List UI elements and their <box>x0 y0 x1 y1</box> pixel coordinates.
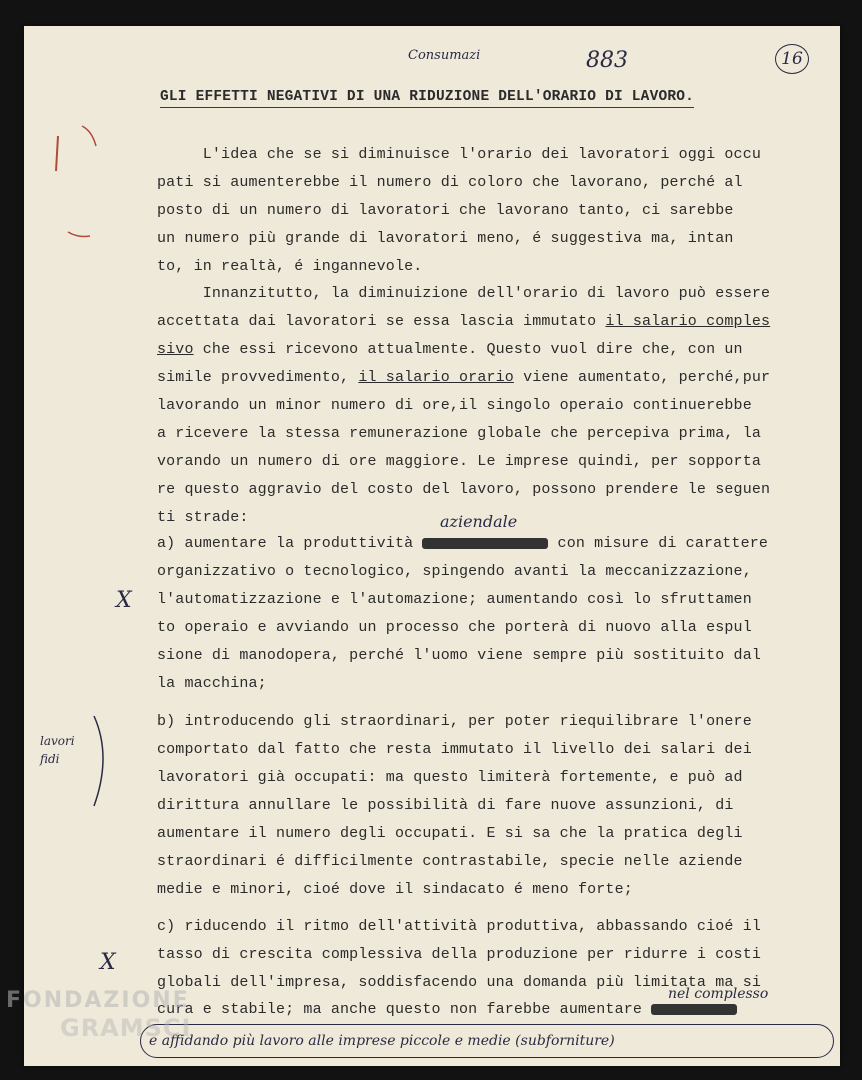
margin-x-c: X <box>100 950 116 975</box>
text-line: comportato dal fatto che resta immutato il livello dei salari dei <box>157 741 752 758</box>
watermark: FONDAZIONE <box>6 988 190 1013</box>
text-segment: cura e stabile; ma anche questo non farebbe aumentare <box>157 1001 652 1018</box>
margin-marks <box>24 26 144 1066</box>
text-segment: viene aumentato, perché,pur <box>513 369 771 386</box>
margin-bracket-b <box>94 716 103 806</box>
text-segment: che essi ricevono attualmente. Questo vuol dire che, con un <box>193 341 743 358</box>
underlined-phrase: sivo <box>157 341 194 358</box>
text-line: posto di un numero di lavoratori che lavorano tanto, ci sarebbe <box>157 202 734 219</box>
text-segment: accettata dai lavoratori se essa lascia immutato <box>157 313 606 330</box>
text-line: pati si aumenterebbe il numero di coloro che lavorano, perché al <box>157 174 743 191</box>
text-line: organizzativo o tecnologico, spingendo avanti la meccanizzazione, <box>157 563 752 580</box>
text-segment: a) aumentare la produttività <box>157 535 423 552</box>
text-line: un numero più grande di lavoratori meno, é suggestiva ma, intan <box>157 230 734 247</box>
text-line: to operaio e avviando un processo che porterà di nuovo alla espul <box>157 619 752 636</box>
document-number: 883 <box>586 48 628 73</box>
text-line: a ricevere la stessa remunerazione globale che percepiva prima, la <box>157 425 761 442</box>
text-segment: simile provvedimento, <box>157 369 359 386</box>
text-line: vorando un numero di ore maggiore. Le imprese quindi, per sopporta <box>157 453 761 470</box>
text-line <box>157 535 768 552</box>
text-line: L'idea che se si diminuisce l'orario dei lavoratori oggi occu <box>157 146 761 163</box>
text-line <box>157 341 743 358</box>
margin-note-b: lavori fidi <box>40 734 75 766</box>
text-line <box>157 369 770 386</box>
text-line: b) introducendo gli straordinari, per poter riequilibrare l'onere <box>157 713 752 730</box>
text-line: dirittura annullare le possibilità di fare nuove assunzioni, di <box>157 797 734 814</box>
text-line: sione di manodopera, perché l'uomo viene sempre più sostituito dal <box>157 647 761 664</box>
margin-x-a: X <box>116 588 132 613</box>
handwritten-insert: nel complesso <box>668 986 769 1002</box>
redaction-mark <box>651 1004 737 1015</box>
text-line: lavorando un minor numero di ore,il singolo operaio continuerebbe <box>157 397 752 414</box>
text-line: la macchina; <box>157 675 267 692</box>
text-line: tasso di crescita complessiva della produzione per ridurre i costi <box>157 946 761 963</box>
underlined-phrase: il salario orario <box>358 369 514 386</box>
text-line: c) riducendo il ritmo dell'attività produttiva, abbassando cioé il <box>157 918 761 935</box>
margin-bracket-mark <box>56 136 58 171</box>
text-line <box>157 1001 737 1018</box>
text-line: aumentare il numero degli occupati. E si sa che la pratica degli <box>157 825 743 842</box>
document-title: GLI EFFETTI NEGATIVI DI UNA RIDUZIONE DELL'ORARIO DI LAVORO. <box>160 89 694 108</box>
text-line: to, in realtà, é ingannevole. <box>157 258 423 275</box>
page-number: 16 <box>775 44 809 74</box>
redaction-mark <box>422 538 548 549</box>
top-annotation: Consumazi <box>408 48 481 63</box>
text-line <box>157 313 770 330</box>
handwritten-bottom-insert: e affidando più lavoro alle imprese piccole e medie (subforniture) <box>140 1024 834 1058</box>
text-line: medie e minori, cioé dove il sindacato é meno forte; <box>157 881 633 898</box>
text-line: re questo aggravio del costo del lavoro, possono prendere le seguen <box>157 481 771 498</box>
text-line: ti strade: <box>157 509 249 526</box>
text-line: globali dell'impresa, soddisfacendo una domanda più limitata ma si <box>157 974 761 991</box>
text-line: lavoratori già occupati: ma questo limiterà fortemente, e può ad <box>157 769 743 786</box>
text-segment: con misure di carattere <box>548 535 769 552</box>
watermark: GRAMSCI <box>60 1014 192 1042</box>
handwritten-insert: aziendale <box>440 512 518 531</box>
text-line: Innanzitutto, la diminuizione dell'orario di lavoro può essere <box>157 285 771 302</box>
text-line: straordinari é difficilmente contrastabile, specie nelle aziende <box>157 853 743 870</box>
underlined-phrase: il salario comples <box>605 313 771 330</box>
text-line: l'automatizzazione e l'automazione; aumentando così lo sfruttamen <box>157 591 752 608</box>
